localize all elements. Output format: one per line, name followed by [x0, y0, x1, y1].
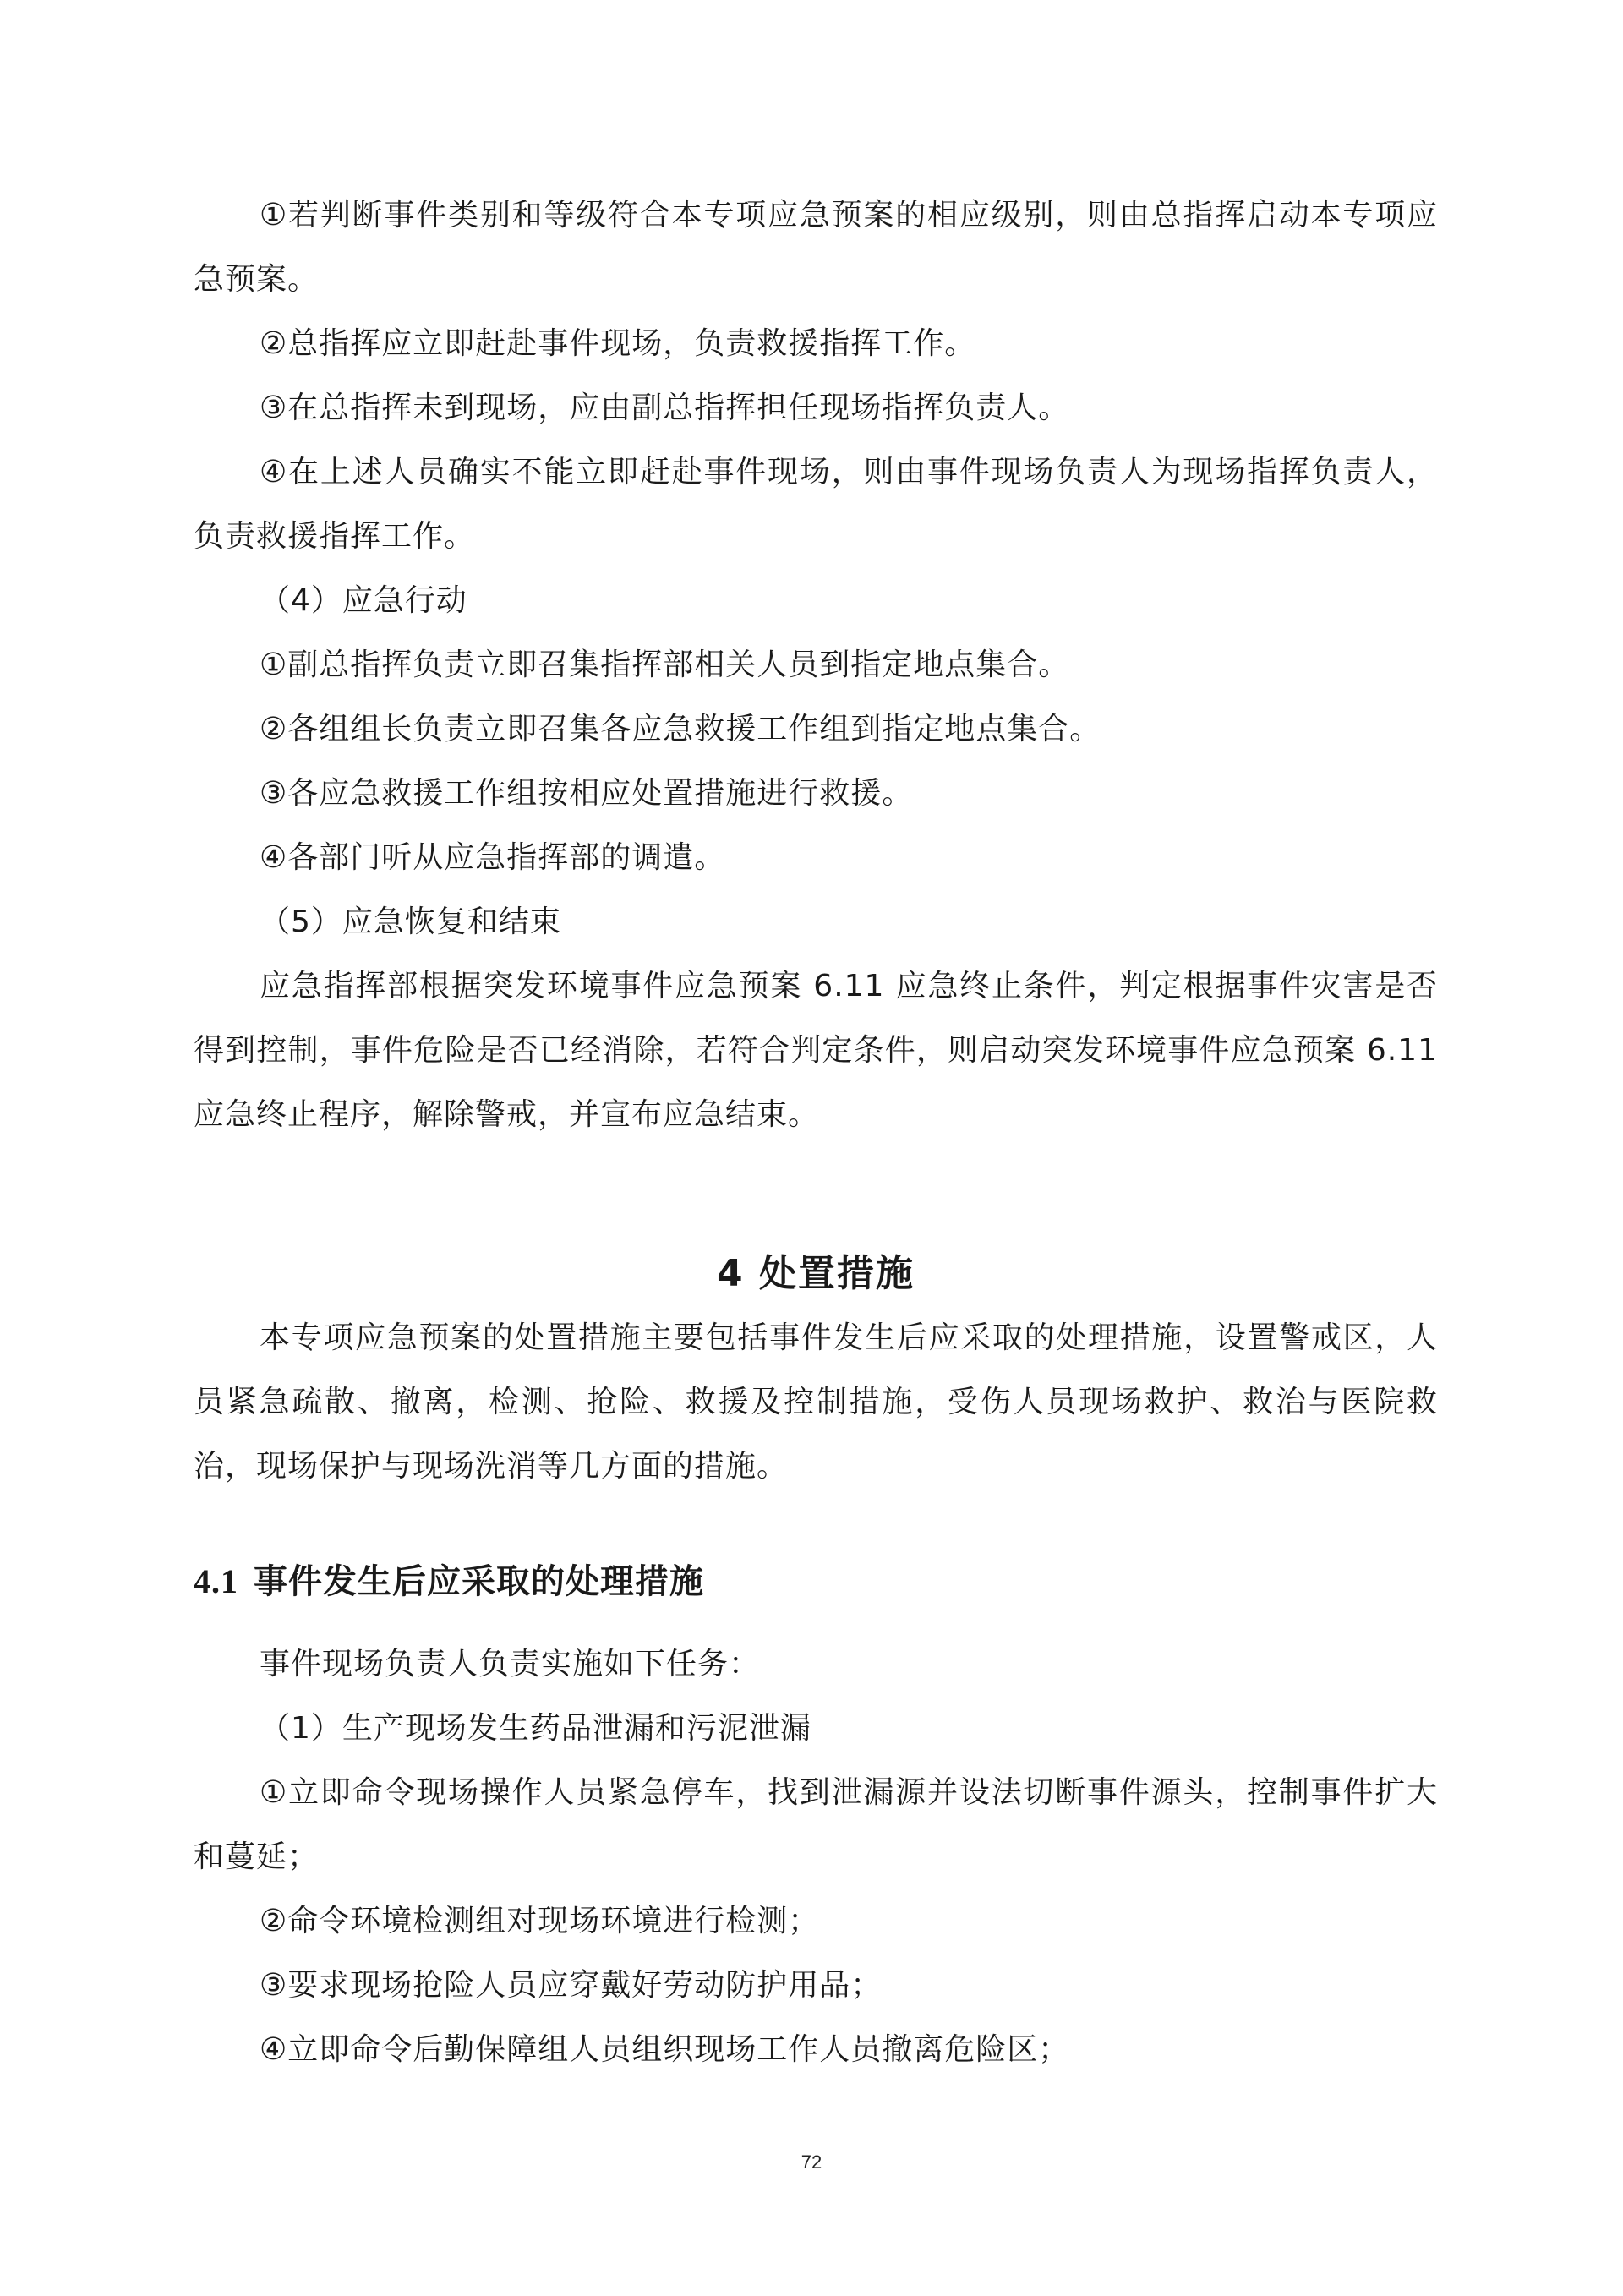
paragraph: ③各应急救援工作组按相应处置措施进行救援。 [260, 776, 914, 811]
subheading-emergency-action: （4）应急行动 [260, 583, 467, 618]
paragraph: ②总指挥应立即赶赴事件现场，负责救援指挥工作。 [260, 326, 976, 361]
subsection-number: 4.1 [194, 1562, 238, 1600]
page-content [194, 183, 1438, 2082]
paragraph: ③要求现场抢险人员应穿戴好劳动防护用品； [260, 1968, 883, 2003]
page-number: 72 [801, 2151, 822, 2173]
paragraph: ④在上述人员确实不能立即赶赴事件现场，则由事件现场负责人为现场指挥负责人，负责救援指挥工作。 [194, 455, 1438, 554]
subheading-leak: （1）生产现场发生药品泄漏和污泥泄漏 [260, 1711, 812, 1746]
paragraph: ①若判断事件类别和等级符合本专项应急预案的相应级别，则由总指挥启动本专项应急预案。 [194, 198, 1438, 297]
section-heading: 4 处置措施 [717, 1252, 915, 1295]
paragraph: ④各部门听从应急指挥部的调遣。 [260, 840, 726, 875]
subheading-recovery-end: （5）应急恢复和结束 [260, 905, 561, 939]
paragraph: ①立即命令现场操作人员紧急停车，找到泄漏源并设法切断事件源头，控制事件扩大和蔓延； [194, 1775, 1438, 1874]
section-intro: 本专项应急预案的处置措施主要包括事件发生后应采取的处理措施，设置警戒区，人员紧急疏散、撤离，检测、抢险、救援及控制措施，受伤人员现场救护、救治与医院救治，现场保护与现场洗消等几方面的措施。 [194, 1320, 1438, 1484]
paragraph: ①副总指挥负责立即召集指挥部相关人员到指定地点集合。 [260, 648, 1070, 682]
paragraph: ③在总指挥未到现场，应由副总指挥担任现场指挥负责人。 [260, 391, 1070, 425]
paragraph: 事件现场负责人负责实施如下任务： [260, 1647, 761, 1681]
paragraph: 应急指挥部根据突发环境事件应急预案 6.11 应急终止条件，判定根据事件灾害是否得到控制，事件危险是否已经消除，若符合判定条件，则启动突发环境事件应急预案 6.11 应急终止程序，解除警戒，并宣布应急结束。 [194, 969, 1438, 1132]
paragraph: ②各组组长负责立即召集各应急救援工作组到指定地点集合。 [260, 712, 1101, 746]
paragraph: ②命令环境检测组对现场环境进行检测； [260, 1904, 820, 1938]
subsection-heading [194, 1550, 1438, 1614]
subsection-title: 事件发生后应采取的处理措施 [254, 1562, 704, 1601]
paragraph: ④立即命令后勤保障组人员组织现场工作人员撤离危险区； [260, 2032, 1070, 2067]
